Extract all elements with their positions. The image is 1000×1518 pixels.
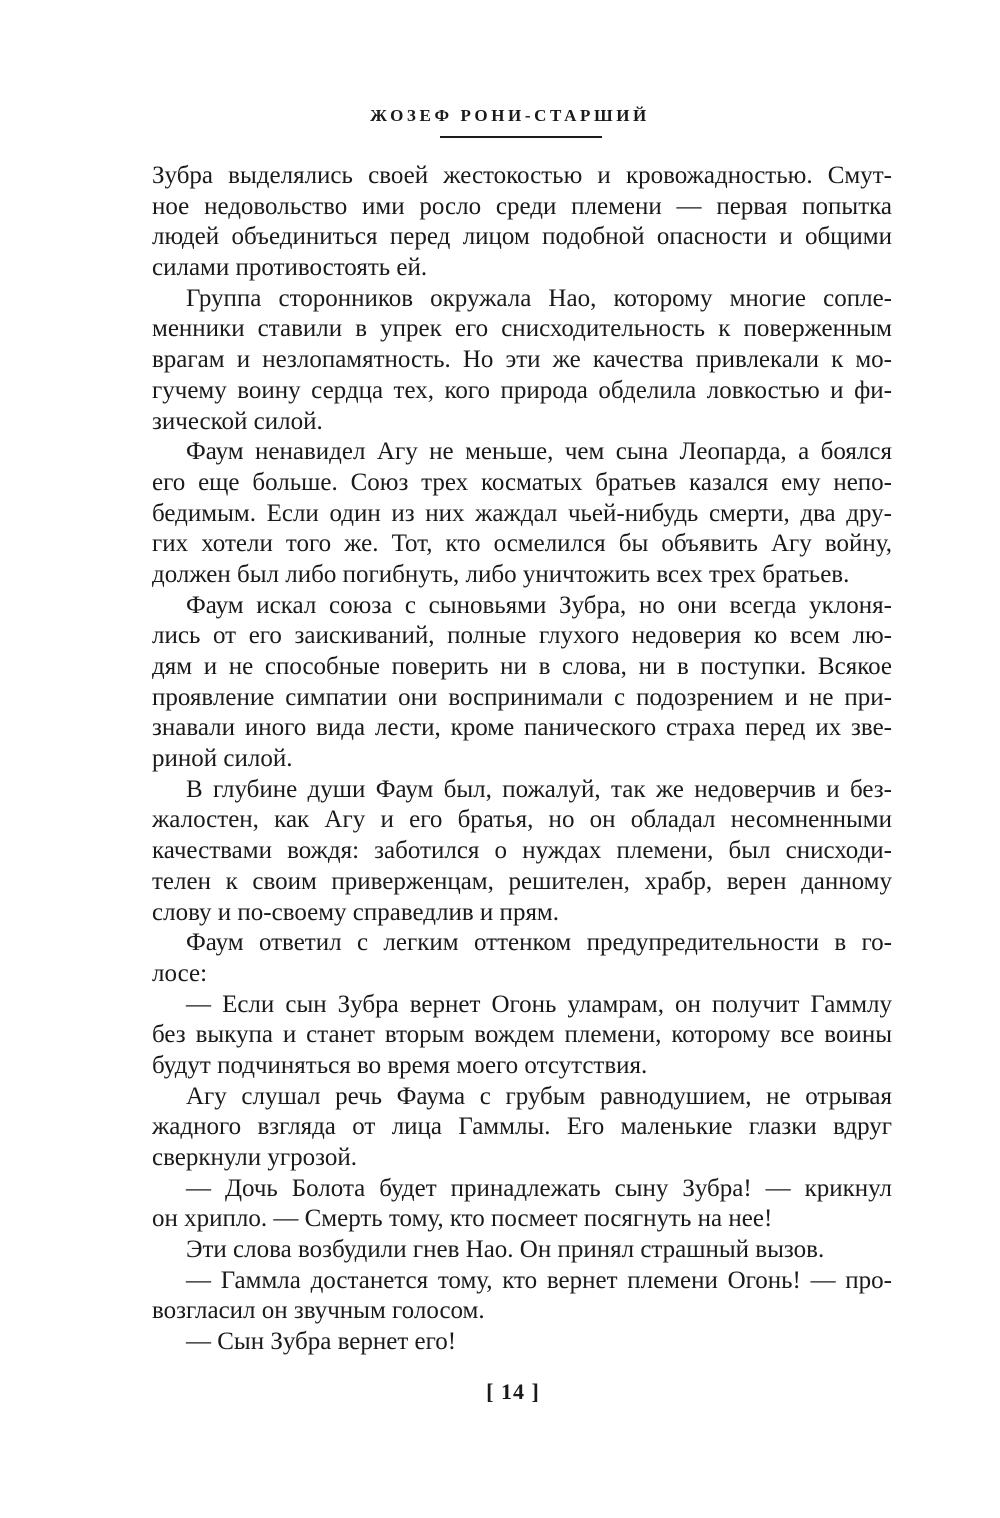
header-rule — [440, 136, 602, 138]
text-line: — Если сын Зубра вернет Огонь уламрам, он получит Гаммлу — [186, 990, 892, 1018]
text-line: телен к своим приверженцам, решителен, храбр, верен данному — [152, 867, 892, 895]
text-line: — Дочь Болота будет принадлежать сыну Зубра! — крикнул — [186, 1174, 892, 1202]
text-line: гучему воину сердца тех, кого природа обделила ловкостью и фи- — [152, 376, 892, 404]
text-line: слову и по-своему справедлив и прям. — [152, 898, 560, 926]
text-line: Фаум искал союза с сыновьями Зубра, но они всегда уклоня- — [186, 591, 892, 619]
text-line: ное недовольство ими росло среди племени — первая попытка — [152, 192, 892, 220]
page-number: [ 14 ] — [486, 1379, 540, 1404]
text-line: Эти слова возбудили гнев Нао. Он принял страшный вызов. — [186, 1236, 825, 1264]
text-line: будут подчиняться во время моего отсутствия. — [152, 1051, 648, 1079]
text-line: риной силой. — [152, 745, 293, 773]
text-line: лись от его заискиваний, полные глухого недоверия ко всем лю- — [152, 622, 892, 650]
paragraph — [152, 1174, 892, 1235]
text-line: проявление симпатии они воспринимали с подозрением и не при- — [152, 683, 892, 711]
running-header — [0, 104, 1000, 128]
text-line: он хрипло. — Смерть тому, кто посмеет посягнуть на нее! — [152, 1205, 773, 1233]
text-line: его еще больше. Союз трех косматых братьев казался ему непо- — [152, 468, 892, 496]
text-line: Фаум ответил с легким оттенком предупредительности в го- — [186, 929, 892, 957]
text-line: людей объединиться перед лицом подобной опасности и общими — [152, 223, 892, 251]
body-text — [152, 161, 892, 1358]
text-line: зической силой. — [152, 407, 323, 435]
paragraph — [152, 437, 892, 590]
text-line: менники ставили в упрек его снисходительность к поверженным — [152, 315, 892, 343]
text-line: без выкупа и станет вторым вождем племени, которому все воины — [152, 1021, 892, 1049]
text-line: качествами вождя: заботился о нуждах племени, был снисходи- — [152, 837, 892, 865]
paragraph — [152, 161, 892, 284]
text-line: возгласил он звучным голосом. — [152, 1297, 485, 1325]
text-line: сверкнули угрозой. — [152, 1144, 357, 1171]
text-line: дям и не способные поверить ни в слова, ни в поступки. Всякое — [152, 653, 892, 680]
paragraph — [152, 1266, 892, 1327]
text-line: Группа сторонников окружала Нао, которому многие сопле- — [186, 284, 892, 312]
text-line: — Сын Зубра вернет его! — [186, 1328, 457, 1356]
paragraph — [152, 1235, 892, 1266]
paragraph — [152, 591, 892, 775]
paragraph — [152, 990, 892, 1082]
text-line: бедимым. Если один из них жаждал чьей-нибудь смерти, два дру- — [152, 499, 892, 527]
text-line: жадного взгляда от лица Гаммлы. Его маленькие глазки вдруг — [152, 1113, 892, 1141]
text-line: врагам и незлопамятность. Но эти же качества привлекали к мо- — [152, 346, 892, 374]
text-line: жалостен, как Агу и его братья, но он обладал несомненными — [152, 806, 892, 834]
text-line: Фаум ненавидел Агу не меньше, чем сына Леопарда, а боялся — [186, 438, 892, 466]
paragraph — [152, 928, 892, 989]
text-line: должен был либо погибнуть, либо уничтожить всех трех братьев. — [152, 560, 850, 588]
paragraph — [152, 284, 892, 437]
text-line: Агу слушал речь Фаума с грубым равнодушием, не отрывая — [186, 1082, 892, 1110]
text-line: лосе: — [152, 959, 208, 987]
text-line: гих хотели того же. Тот, кто осмелился бы объявить Агу войну, — [152, 530, 892, 558]
text-line: силами противостоять ей. — [152, 254, 428, 282]
text-line: — Гаммла достанется тому, кто вернет племени Огонь! — про- — [186, 1266, 892, 1294]
text-line: Зубра выделялись своей жестокостью и кровожадностью. Смут- — [152, 162, 892, 189]
page-footer — [0, 1378, 1000, 1406]
paragraph — [152, 775, 892, 928]
running-title: ЖОЗЕФ РОНИ-СТАРШИЙ — [370, 106, 650, 125]
text-line: В глубине души Фаум был, пожалуй, так же недоверчив и без- — [186, 775, 892, 803]
paragraph — [152, 1082, 892, 1174]
paragraph — [152, 1327, 892, 1358]
text-line: знавали иного вида лести, кроме панического страха перед их зве- — [152, 714, 892, 742]
